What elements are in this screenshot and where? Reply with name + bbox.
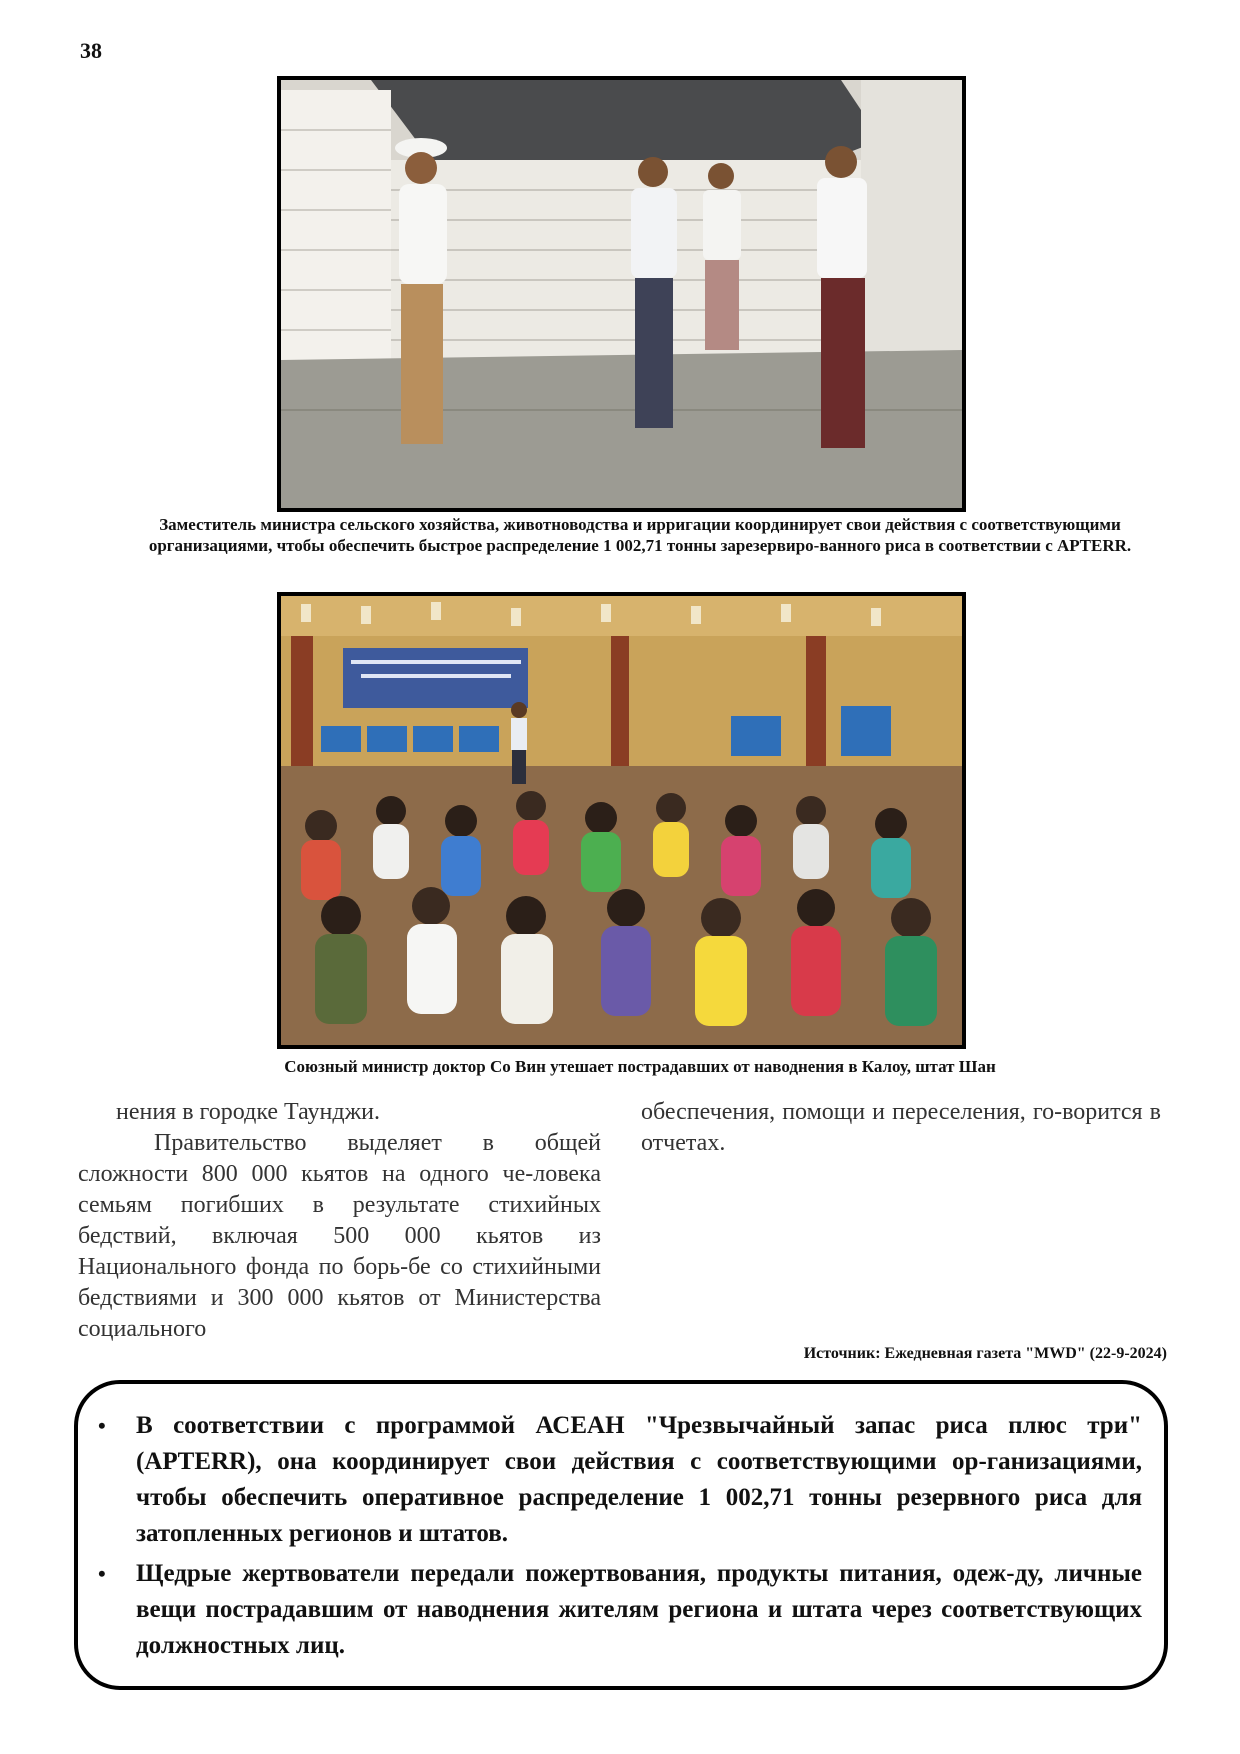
article-paragraph: Правительство выделяет в общей сложности 800 000 кьятов на одного че-ловека семьям погибших в результате стихийных бедствий, включая 500 000 кьятов из Национального фонда по борь-бе со стихийными бедствиями и 300 000 кьятов от Министерства социального bbox=[78, 1130, 601, 1342]
summary-item-text: В соответствии с программой АСЕАН "Чрезвычайный запас риса плюс три" (APTERR), она координирует свои действия с соответствующими ор-ганизациями, чтобы обеспечить оперативное распределение 1 002,71 тонны резервного риса для затопленных регионов и штатов. bbox=[136, 1412, 1142, 1547]
article-paragraph: обеспечения, помощи и переселения, го-ворится в отчетах. bbox=[641, 1099, 1161, 1156]
page-number: 38 bbox=[80, 38, 102, 63]
source-attribution: Источник: Ежедневная газета "MWD" (22-9-2024) bbox=[803, 1345, 1167, 1362]
summary-list bbox=[78, 1384, 1164, 1664]
warehouse-rice-sacks-photo bbox=[277, 76, 966, 512]
summary-item-text: Щедрые жертвователи передали пожертвования, продукты питания, одеж-ду, личные вещи пострадавшим от наводнения жителям региона и штата через соответствующих должностных лиц. bbox=[136, 1560, 1142, 1659]
photo-caption: Союзный министр доктор Со Вин утешает пострадавших от наводнения в Калоу, штат Шан bbox=[284, 1057, 996, 1076]
flood-victims-meeting-photo bbox=[277, 592, 966, 1049]
summary-item bbox=[98, 1408, 1142, 1552]
article-column-right bbox=[641, 1097, 1161, 1159]
article-paragraph: нения в городке Таунджи. bbox=[116, 1099, 381, 1125]
photo-caption: Заместитель министра сельского хозяйства, животноводства и ирригации координирует свои действия с соответствующими организациями, чтобы обеспечить быстрое распределение 1 002,71 тонны зарезервиро-ванного риса в соответствии с APTERR. bbox=[148, 515, 1132, 555]
summary-box bbox=[74, 1380, 1168, 1690]
bullet-icon: • bbox=[98, 1413, 106, 1438]
summary-item bbox=[98, 1556, 1142, 1664]
bullet-icon: • bbox=[98, 1561, 106, 1586]
article-column-left bbox=[78, 1097, 601, 1345]
